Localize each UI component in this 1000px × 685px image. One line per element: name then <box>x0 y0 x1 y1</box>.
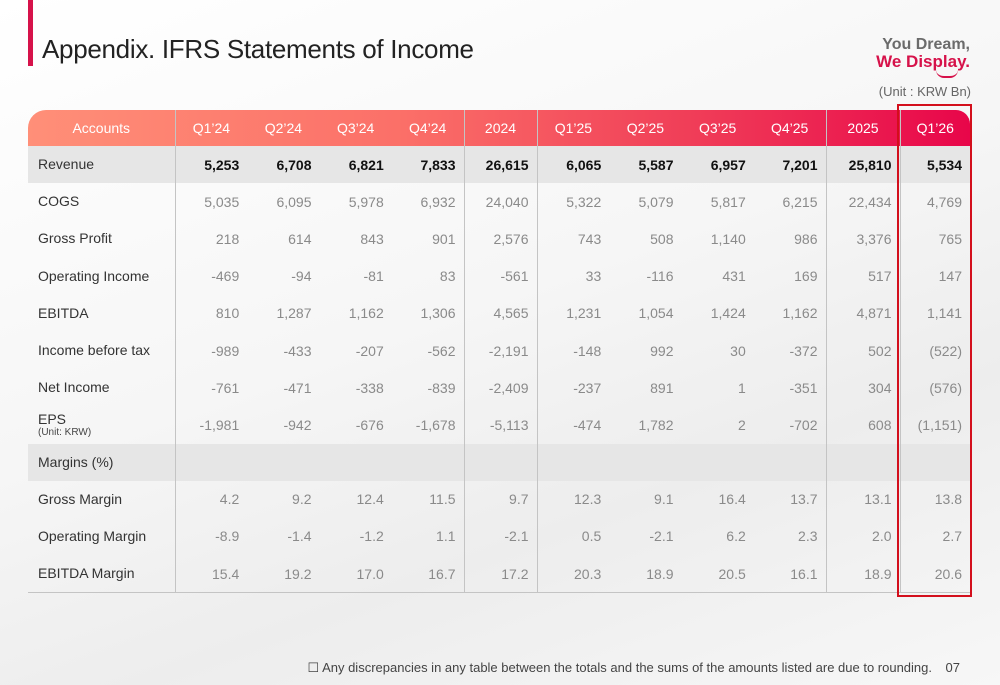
table-cell: 517 <box>826 258 900 295</box>
table-cell: 5,817 <box>710 193 746 210</box>
table-cell: -433 <box>283 342 312 359</box>
table-cell: 17.2 <box>464 555 537 593</box>
page-title: Appendix. IFRS Statements of Income <box>42 34 474 64</box>
table-cell: 17.0 <box>320 555 392 593</box>
table-row <box>28 555 970 593</box>
table-row <box>28 369 970 406</box>
row-label <box>28 481 175 518</box>
table-cell: 5,035 <box>175 183 247 220</box>
highlight-box-q1-26 <box>897 104 972 597</box>
table-cell: -351 <box>789 379 818 396</box>
table-cell <box>175 444 247 481</box>
income-statement-table <box>28 110 970 593</box>
table-cell: 218 <box>175 220 247 257</box>
table-cell: -561 <box>464 258 537 295</box>
table-cell: 5,978 <box>348 193 384 210</box>
table-cell: 9.7 <box>464 481 537 518</box>
row-label <box>28 258 175 295</box>
table-cell: -372 <box>789 342 818 359</box>
table-cell: 13.1 <box>826 481 900 518</box>
row-label <box>28 332 175 369</box>
table-cell: 147 <box>900 258 970 295</box>
row-label <box>28 220 175 257</box>
table-cell: 1,140 <box>710 230 746 247</box>
table-cell: 13.8 <box>900 481 970 518</box>
logo-line-1: You Dream, <box>882 36 970 53</box>
table-cell <box>682 444 754 481</box>
column-header: 2024 <box>464 110 537 146</box>
table-cell: -469 <box>175 258 247 295</box>
column-header: Q2’24 <box>264 120 303 136</box>
table-cell: 83 <box>439 268 456 285</box>
table-cell: -2.1 <box>464 518 537 555</box>
table-cell: -116 <box>646 268 674 285</box>
row-label-text: Gross Margin <box>38 490 123 507</box>
table-row <box>28 481 970 518</box>
table-cell: 1,424 <box>710 305 746 322</box>
table-cell: 6,708 <box>247 146 319 183</box>
table-cell: 6,821 <box>320 146 392 183</box>
table-cell: 9.2 <box>292 491 312 508</box>
table-cell: 2 <box>737 416 746 433</box>
column-header: Q1’24 <box>175 110 247 146</box>
row-label-text: COGS <box>38 193 80 210</box>
row-label-text: Margins (%) <box>38 453 114 470</box>
row-sublabel: (Unit: KRW) <box>38 426 92 438</box>
table-cell: -942 <box>283 416 312 433</box>
table-cell: 16.7 <box>392 555 464 593</box>
table-cell: 33 <box>537 258 609 295</box>
table-cell: 614 <box>288 230 312 247</box>
table-cell: -338 <box>355 379 384 396</box>
table-cell: 5,534 <box>900 146 970 183</box>
table-row <box>28 518 970 555</box>
table-cell: 5,079 <box>638 193 674 210</box>
table-cell: 3,376 <box>826 220 900 257</box>
row-label-text: EPS <box>38 410 67 427</box>
row-label <box>28 444 175 481</box>
table-cell: 2,576 <box>464 220 537 257</box>
table-cell: 4,871 <box>826 295 900 332</box>
table-cell <box>247 444 319 481</box>
table-cell: -761 <box>175 369 247 406</box>
table-cell: 1,162 <box>348 305 384 322</box>
table-cell: (1,151) <box>900 406 970 443</box>
row-label-text: Income before tax <box>38 342 151 359</box>
table-cell: 6,215 <box>782 193 818 210</box>
table-cell: 1,782 <box>638 416 674 433</box>
table-cell: -94 <box>291 268 312 285</box>
table-cell: 12.3 <box>537 481 609 518</box>
column-header: Q2’25 <box>626 120 665 136</box>
table-cell: 5,587 <box>609 146 681 183</box>
table-cell: 7,201 <box>754 146 826 183</box>
table-cell: 1,162 <box>782 305 818 322</box>
row-label-text: EBITDA <box>38 304 89 321</box>
table-cell: -148 <box>537 332 609 369</box>
table-cell: 6.2 <box>726 528 746 545</box>
table-cell: 743 <box>537 220 609 257</box>
table-cell: 18.9 <box>826 555 900 593</box>
table-cell: -839 <box>427 379 456 396</box>
table-cell: -81 <box>363 268 384 285</box>
table-cell: -562 <box>427 342 456 359</box>
rounding-footnote: ☐ Any discrepancies in any table between the totals and the sums of the amounts listed are due to rounding. <box>307 660 932 675</box>
table-row <box>28 406 970 443</box>
table-cell: 608 <box>826 406 900 443</box>
table-cell: (522) <box>900 332 970 369</box>
table-cell: -1,981 <box>175 406 247 443</box>
table-cell: 810 <box>175 295 247 332</box>
table-cell: 1,141 <box>900 295 970 332</box>
table-cell: 24,040 <box>464 183 537 220</box>
row-label <box>28 146 175 183</box>
table-cell: 2.7 <box>900 518 970 555</box>
table-cell: 11.5 <box>429 491 456 508</box>
table-row <box>28 444 970 481</box>
row-label <box>28 183 175 220</box>
row-label-text: Gross Profit <box>38 230 112 247</box>
table-cell: 16.4 <box>718 491 746 508</box>
table-cell: 6,932 <box>420 193 456 210</box>
table-cell: (576) <box>900 369 970 406</box>
table-cell: -471 <box>283 379 312 396</box>
table-cell: 26,615 <box>464 146 537 183</box>
table-cell: 9.1 <box>654 491 674 508</box>
table-cell: 22,434 <box>826 183 900 220</box>
table-cell: 2.3 <box>798 528 818 545</box>
row-label <box>28 295 175 332</box>
table-cell: -1,678 <box>415 416 456 433</box>
row-label-text: EBITDA Margin <box>38 565 135 582</box>
table-cell: -2.1 <box>649 528 674 545</box>
column-header: Q4’24 <box>408 120 447 136</box>
table-cell: -702 <box>789 416 818 433</box>
table-cell: 1.1 <box>436 528 456 545</box>
column-header: 2025 <box>826 110 900 146</box>
table-cell: 20.3 <box>537 555 609 593</box>
table-cell: 20.5 <box>682 555 754 593</box>
table-cell: 18.9 <box>609 555 681 593</box>
table-cell: -474 <box>537 406 609 443</box>
table-cell: 992 <box>650 342 674 359</box>
table-cell <box>537 444 609 481</box>
table-cell: 1,054 <box>638 305 674 322</box>
table-cell: -1.2 <box>359 528 384 545</box>
table-row <box>28 258 970 295</box>
table-cell: 1 <box>737 379 746 396</box>
column-header: Q1’26 <box>900 110 970 146</box>
table-cell: 5,253 <box>175 146 247 183</box>
table-cell: 986 <box>794 230 818 247</box>
table-cell: 901 <box>432 230 456 247</box>
table-cell: 304 <box>826 369 900 406</box>
table-row <box>28 295 970 332</box>
table-cell: 1,306 <box>420 305 456 322</box>
table-cell: 891 <box>650 379 674 396</box>
table-cell: -5,113 <box>464 406 537 443</box>
table-cell: 19.2 <box>247 555 319 593</box>
brand-logo <box>876 36 970 78</box>
table-cell <box>392 444 464 481</box>
table-cell: 16.1 <box>754 555 826 593</box>
table-cell: 30 <box>730 342 746 359</box>
table-cell: 431 <box>722 268 746 285</box>
column-header: Accounts <box>72 120 131 136</box>
table-cell: 4,565 <box>464 295 537 332</box>
table-cell: -2,191 <box>464 332 537 369</box>
row-label <box>28 406 175 443</box>
smile-icon <box>936 70 958 78</box>
table-cell: 15.4 <box>175 555 247 593</box>
table-cell: -207 <box>355 342 384 359</box>
row-label-text: Revenue <box>38 156 95 173</box>
logo-line-2: We Display. <box>876 52 970 71</box>
column-header: Q1’25 <box>537 110 609 146</box>
table-cell: 25,810 <box>826 146 900 183</box>
table-row <box>28 183 970 220</box>
table-cell <box>754 444 826 481</box>
table-cell: 843 <box>360 230 384 247</box>
table-cell: 5,322 <box>537 183 609 220</box>
page-number: 07 <box>945 660 960 675</box>
unit-label: (Unit : KRW Bn) <box>878 84 971 99</box>
table-header-row <box>28 110 970 146</box>
row-label <box>28 518 175 555</box>
table-cell <box>826 444 900 481</box>
table-cell: 4,769 <box>900 183 970 220</box>
column-header: Q3’24 <box>336 120 375 136</box>
table-cell: 0.5 <box>537 518 609 555</box>
table-cell: 6,065 <box>537 146 609 183</box>
table-cell: -989 <box>175 332 247 369</box>
table-cell: 1,287 <box>276 305 312 322</box>
column-header: Q4’25 <box>770 120 809 136</box>
table-cell <box>320 444 392 481</box>
table-row <box>28 220 970 257</box>
row-label-text: Operating Income <box>38 267 150 284</box>
table-cell: 4.2 <box>175 481 247 518</box>
table-cell <box>464 444 537 481</box>
table-cell: -2,409 <box>464 369 537 406</box>
table-cell: 169 <box>794 268 818 285</box>
row-label-text: Operating Margin <box>38 527 147 544</box>
table-cell <box>609 444 681 481</box>
table-cell: 6,957 <box>682 146 754 183</box>
table-cell: 508 <box>650 230 674 247</box>
table-cell: 7,833 <box>392 146 464 183</box>
row-label <box>28 369 175 406</box>
title-accent-bar <box>28 0 33 66</box>
table-cell: -237 <box>537 369 609 406</box>
table-cell: 6,095 <box>276 193 312 210</box>
table-cell: 13.7 <box>790 491 818 508</box>
table-cell: -676 <box>355 416 384 433</box>
table-cell: 1,231 <box>537 295 609 332</box>
row-label-text: Net Income <box>38 379 110 396</box>
column-header: Q3’25 <box>698 120 737 136</box>
table-cell: -1.4 <box>287 528 312 545</box>
table-cell: -8.9 <box>175 518 247 555</box>
table-cell: 12.4 <box>356 491 384 508</box>
table-cell: 20.6 <box>900 555 970 593</box>
table-row <box>28 146 970 183</box>
table-cell: 502 <box>826 332 900 369</box>
table-cell: 765 <box>900 220 970 257</box>
row-label <box>28 555 175 593</box>
table-cell: 2.0 <box>826 518 900 555</box>
table-row <box>28 332 970 369</box>
